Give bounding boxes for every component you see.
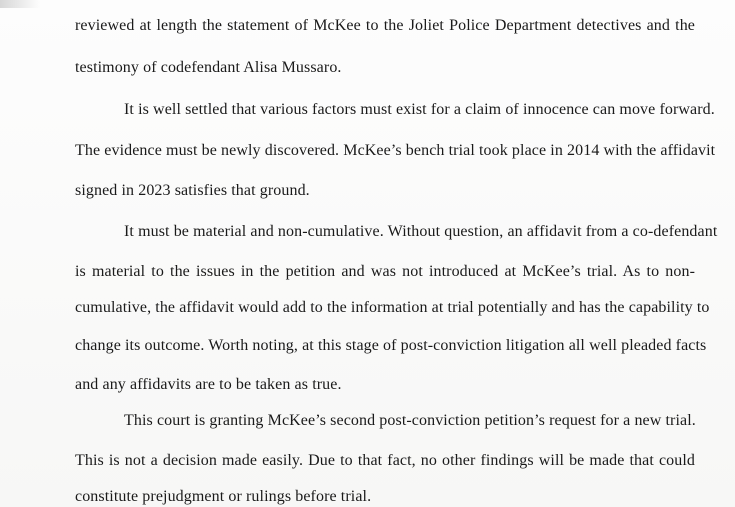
paragraph-2-line-3: signed in 2023 satisfies that ground. bbox=[75, 182, 310, 199]
paragraph-3-line-3: cumulative, the affidavit would add to the information at trial potentially and has the capability to bbox=[75, 299, 710, 316]
paragraph-3-line-4: change its outcome. Worth noting, at this stage of post-conviction litigation all well pleaded facts bbox=[75, 337, 707, 354]
paragraph-4-line-3: constitute prejudgment or rulings before trial. bbox=[75, 488, 372, 505]
paragraph-1-line-2: testimony of codefendant Alisa Mussaro. bbox=[75, 59, 342, 76]
paragraph-2-line-2: The evidence must be newly discovered. McKee’s bench trial took place in 2014 with the affidavit bbox=[75, 142, 716, 159]
scan-edge-shadow bbox=[0, 0, 40, 8]
paragraph-1-line-1: reviewed at length the statement of McKee to the Joliet Police Department detectives and the bbox=[75, 17, 695, 34]
paragraph-3-line-5: and any affidavits are to be taken as true. bbox=[75, 376, 342, 393]
paragraph-4-line-1: This court is granting McKee’s second post-conviction petition’s request for a new trial. bbox=[124, 412, 696, 429]
paragraph-2-line-1: It is well settled that various factors must exist for a claim of innocence can move forward. bbox=[124, 101, 715, 118]
paragraph-4-line-2: This is not a decision made easily. Due to that fact, no other findings will be made that could bbox=[75, 452, 695, 469]
paragraph-3-line-1: It must be material and non-cumulative. Without question, an affidavit from a co-defendant bbox=[124, 223, 718, 240]
paragraph-3-line-2: is material to the issues in the petition and was not introduced at McKee’s trial. As to non- bbox=[75, 263, 695, 280]
